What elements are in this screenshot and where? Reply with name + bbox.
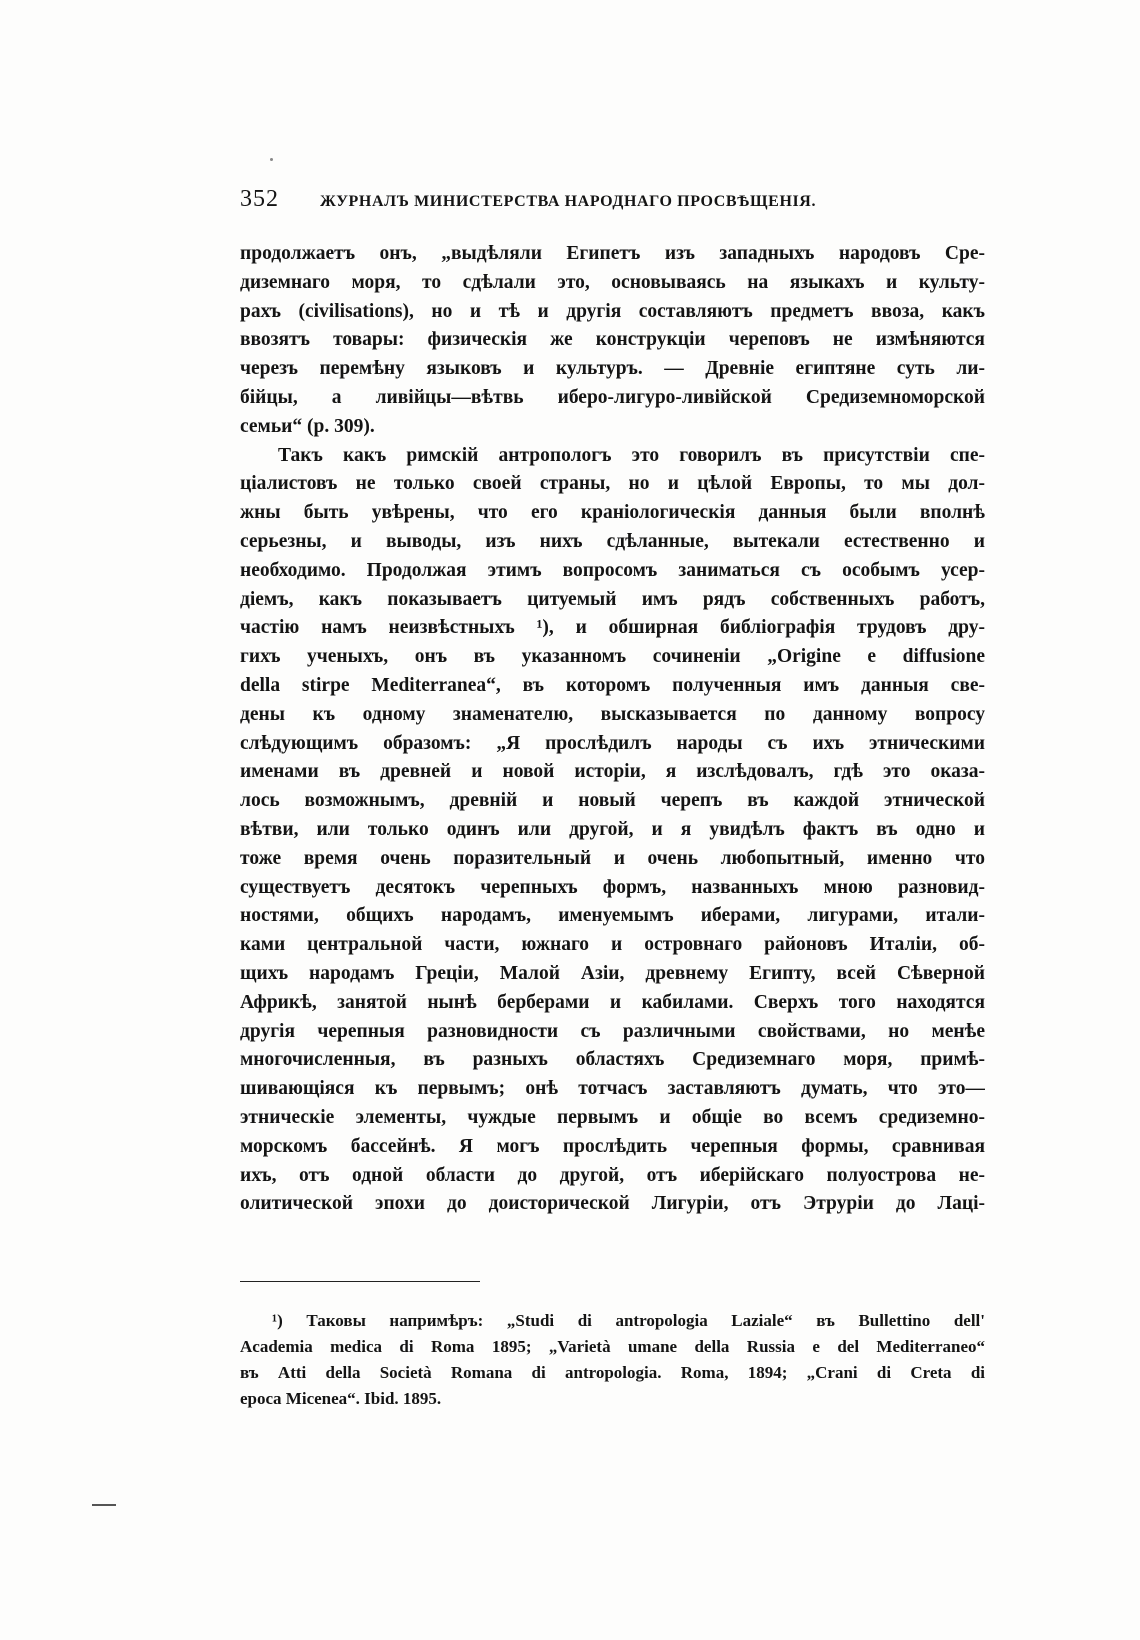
footnote-line: ¹) Таковы напримѣръ: „Studi di antropologia Laziale“ въ Bullettino dell' [272, 1311, 985, 1330]
text-line: этническіе элементы, чуждые первымъ и общіе во всемъ средиземно- [240, 1106, 985, 1128]
text-line: черезъ перемѣну языковъ и культуръ. — Древніе египтяне суть ли- [240, 358, 985, 380]
text-line: della stirpe Mediterranea“, въ которомъ полученныя имъ данныя све- [240, 674, 985, 696]
page-header [240, 186, 985, 216]
footnote-line: Academia medica di Roma 1895; „Varietà umane della Russia e del Mediterraneo“ [240, 1337, 985, 1356]
text-line: слѣдующимъ образомъ: „Я прослѣдилъ народы съ ихъ этническими [240, 732, 985, 754]
text-line: морскомъ бассейнѣ. Я могъ прослѣдить черепныя формы, сравнивая [240, 1135, 985, 1157]
text-line: Такъ какъ римскій антропологъ это говорилъ въ присутствіи спе- [278, 444, 985, 466]
margin-mark [92, 1504, 116, 1506]
text-line: жны быть увѣрены, что его краніологическія данныя были вполнѣ [240, 502, 985, 524]
text-line: существуетъ десятокъ черепныхъ формъ, названныхъ мною разновид- [240, 876, 985, 898]
text-line: частію намъ неизвѣстныхъ ¹), и обширная библіографія трудовъ дру- [240, 617, 985, 639]
text-line: діемъ, какъ показываетъ цитуемый имъ рядъ собственныхъ работъ, [240, 588, 985, 610]
text-line: дены къ одному знаменателю, высказывается по данному вопросу [240, 703, 985, 725]
text-line: рахъ (civilisations), но и тѣ и другія составляютъ предметъ ввоза, какъ [240, 300, 985, 322]
text-line: многочисленныя, въ разныхъ областяхъ Средиземнаго моря, примѣ- [240, 1049, 985, 1071]
running-head: ЖУРНАЛЪ МИНИСТЕРСТВА НАРОДНАГО ПРОСВѢЩЕНІЯ. [320, 193, 817, 210]
text-line: диземнаго моря, то сдѣлали это, основываясь на языкахъ и культу- [240, 271, 985, 293]
text-line: гихъ ученыхъ, онъ въ указанномъ сочиненіи „Origine e diffusione [240, 646, 985, 668]
text-line: ихъ, отъ одной области до другой, отъ иберійскаго полуострова не- [240, 1164, 985, 1186]
footnote-rule [240, 1281, 480, 1282]
text-line: продолжаетъ онъ, „выдѣляли Египетъ изъ западныхъ народовъ Сре- [240, 243, 985, 264]
page-number: 352 [240, 186, 279, 212]
body-text [240, 240, 985, 1219]
footnote-line: epoca Micenea“. Ibid. 1895. [240, 1389, 442, 1408]
text-line: именами въ древней и новой исторіи, я изслѣдовалъ, гдѣ это оказа- [240, 761, 985, 783]
text-line: другія черепныя разновидности съ различными свойствами, но менѣе [240, 1020, 985, 1042]
text-line: семьи“ (р. 309). [240, 415, 375, 437]
text-line: ностями, общихъ народамъ, именуемымъ иберами, лигурами, итали- [240, 905, 985, 927]
text-line: необходимо. Продолжая этимъ вопросомъ заниматься съ особымъ усер- [240, 559, 985, 581]
text-line: ками центральной части, южнаго и островнаго районовъ Италіи, об- [240, 934, 985, 956]
text-line: тоже время очень поразительный и очень любопытный, именно что [240, 847, 985, 869]
text-line: Африкѣ, занятой нынѣ берберами и кабилами. Сверхъ того находятся [240, 991, 985, 1013]
text-line: бійцы, а ливійцы—вѣтвь иберо-лигуро-ливійской Средиземноморской [240, 386, 985, 408]
text-line: ціалистовъ не только своей страны, но и цѣлой Европы, то мы дол- [240, 473, 985, 495]
text-line: шивающіяся къ первымъ; онѣ тотчасъ заставляютъ думать, что это— [240, 1078, 985, 1100]
text-line: лось возможнымъ, древній и новый черепъ въ каждой этнической [240, 790, 985, 812]
paper-speck [270, 158, 273, 161]
text-line: олитической эпохи до доисторической Лигуріи, отъ Этруріи до Лаці- [240, 1193, 985, 1215]
text-line: вѣтви, или только одинъ или другой, и я увидѣлъ фактъ въ одно и [240, 818, 985, 840]
text-line: ввозятъ товары: физическія же конструкціи череповъ не измѣняются [240, 329, 985, 351]
footnote-line: въ Atti della Società Romana di antropologia. Roma, 1894; „Crani di Creta di [240, 1363, 985, 1382]
text-line: щихъ народамъ Греціи, Малой Азіи, древнему Египту, всей Сѣверной [240, 962, 985, 984]
footnotes [240, 1308, 985, 1412]
text-line: серьезны, и выводы, изъ нихъ сдѣланные, вытекали естественно и [240, 530, 985, 552]
